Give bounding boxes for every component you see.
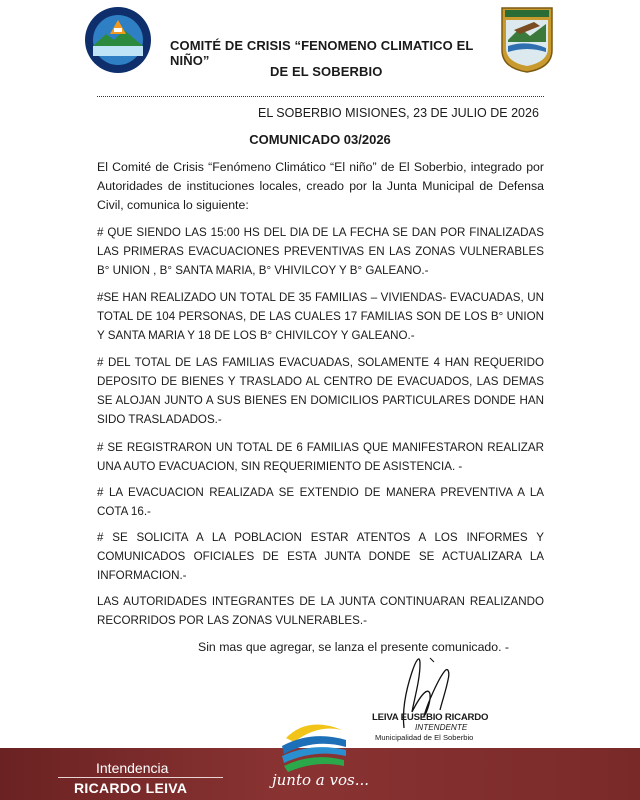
intro-paragraph: El Comité de Crisis “Fenómeno Climático “El niño” de El Soberbio, integrado por Autoridades de instituciones locales, creado por la Junta Municipal de Defensa Civil, comunica lo siguiente: [97,160,544,212]
defensa-civil-seal-icon [84,6,152,74]
item-paragraph-5: # LA EVACUACION REALIZADA SE EXTENDIO DE MANERA PREVENTIVA A LA COTA 16.- [97,486,544,518]
date-line: EL SOBERBIO MISIONES, 23 DE JULIO DE 2026 [258,106,539,120]
communique-title: COMUNICADO 03/2026 [249,132,391,147]
footer-label: Intendencia [96,760,169,776]
signatory-role: INTENDENTE [415,723,468,732]
footer-divider [58,777,223,778]
el-soberbio-coat-of-arms-icon [500,6,554,74]
closing-line: Sin mas que agregar, se lanza el presente comunicado. - [198,640,510,654]
item-paragraph-7: LAS AUTORIDADES INTEGRANTES DE LA JUNTA CONTINUARAN REALIZANDO RECORRIDOS POR LAS ZONAS VULNERABLES.- [97,595,544,627]
municipal-brand-logo-icon [272,716,362,774]
signatory-name: LEIVA EUSEBIO RICARDO [372,712,489,723]
item-paragraph-4: # SE REGISTRARON UN TOTAL DE 6 FAMILIAS QUE MANIFESTARON REALIZAR UNA AUTO EVACUACION, SIN REQUERIMIENTO DE ASISTENCIA. - [97,441,544,473]
item-paragraph-2: #SE HAN REALIZADO UN TOTAL DE 35 FAMILIAS – VIVIENDAS- EVACUADAS, UN TOTAL DE 104 PERSONAS, DE LAS CUALES 17 FAMILIAS SON DE LOS B° UNION Y SANTA MARIA Y 18 DE LOS B° CHIVILCOY Y GALEANO.- [97,291,544,342]
footer-slogan: junto a vos... [272,771,370,789]
footer-name: RICARDO LEIVA [74,780,188,796]
committee-subtitle: DE EL SOBERBIO [270,64,383,79]
committee-title: COMITÉ DE CRISIS “FENOMENO CLIMATICO EL NIÑO” [170,38,474,68]
item-paragraph-1: # QUE SIENDO LAS 15:00 HS DEL DIA DE LA FECHA SE DAN POR FINALIZADAS LAS PRIMERAS EVACUACIONES PREVENTIVAS EN LAS ZONAS VULNERABLES B° UNION , B° SANTA MARIA, B° VHIVILCOY Y B° GALEANO.- [97,226,544,277]
item-paragraph-6: # SE SOLICITA A LA POBLACION ESTAR ATENTOS A LOS INFORMES Y COMUNICADOS OFICIALES DE ESTA JUNTA DONDE SE ACTUALIZARA LA INFORMACION.- [97,531,544,582]
item-paragraph-3: # DEL TOTAL DE LAS FAMILIAS EVACUADAS, SOLAMENTE 4 HAN REQUERIDO DEPOSITO DE BIENES Y TRASLADO AL CENTRO DE EVACUADOS, LAS DEMAS SE ALOJAN JUNTO A SUS BIENES EN DOMICILIOS PARTICULARES DONDE HAN SIDO TRASLADADOS.- [97,356,544,426]
signatory-organization: Municipalidad de El Soberbio [375,733,474,742]
header-divider [97,96,544,97]
